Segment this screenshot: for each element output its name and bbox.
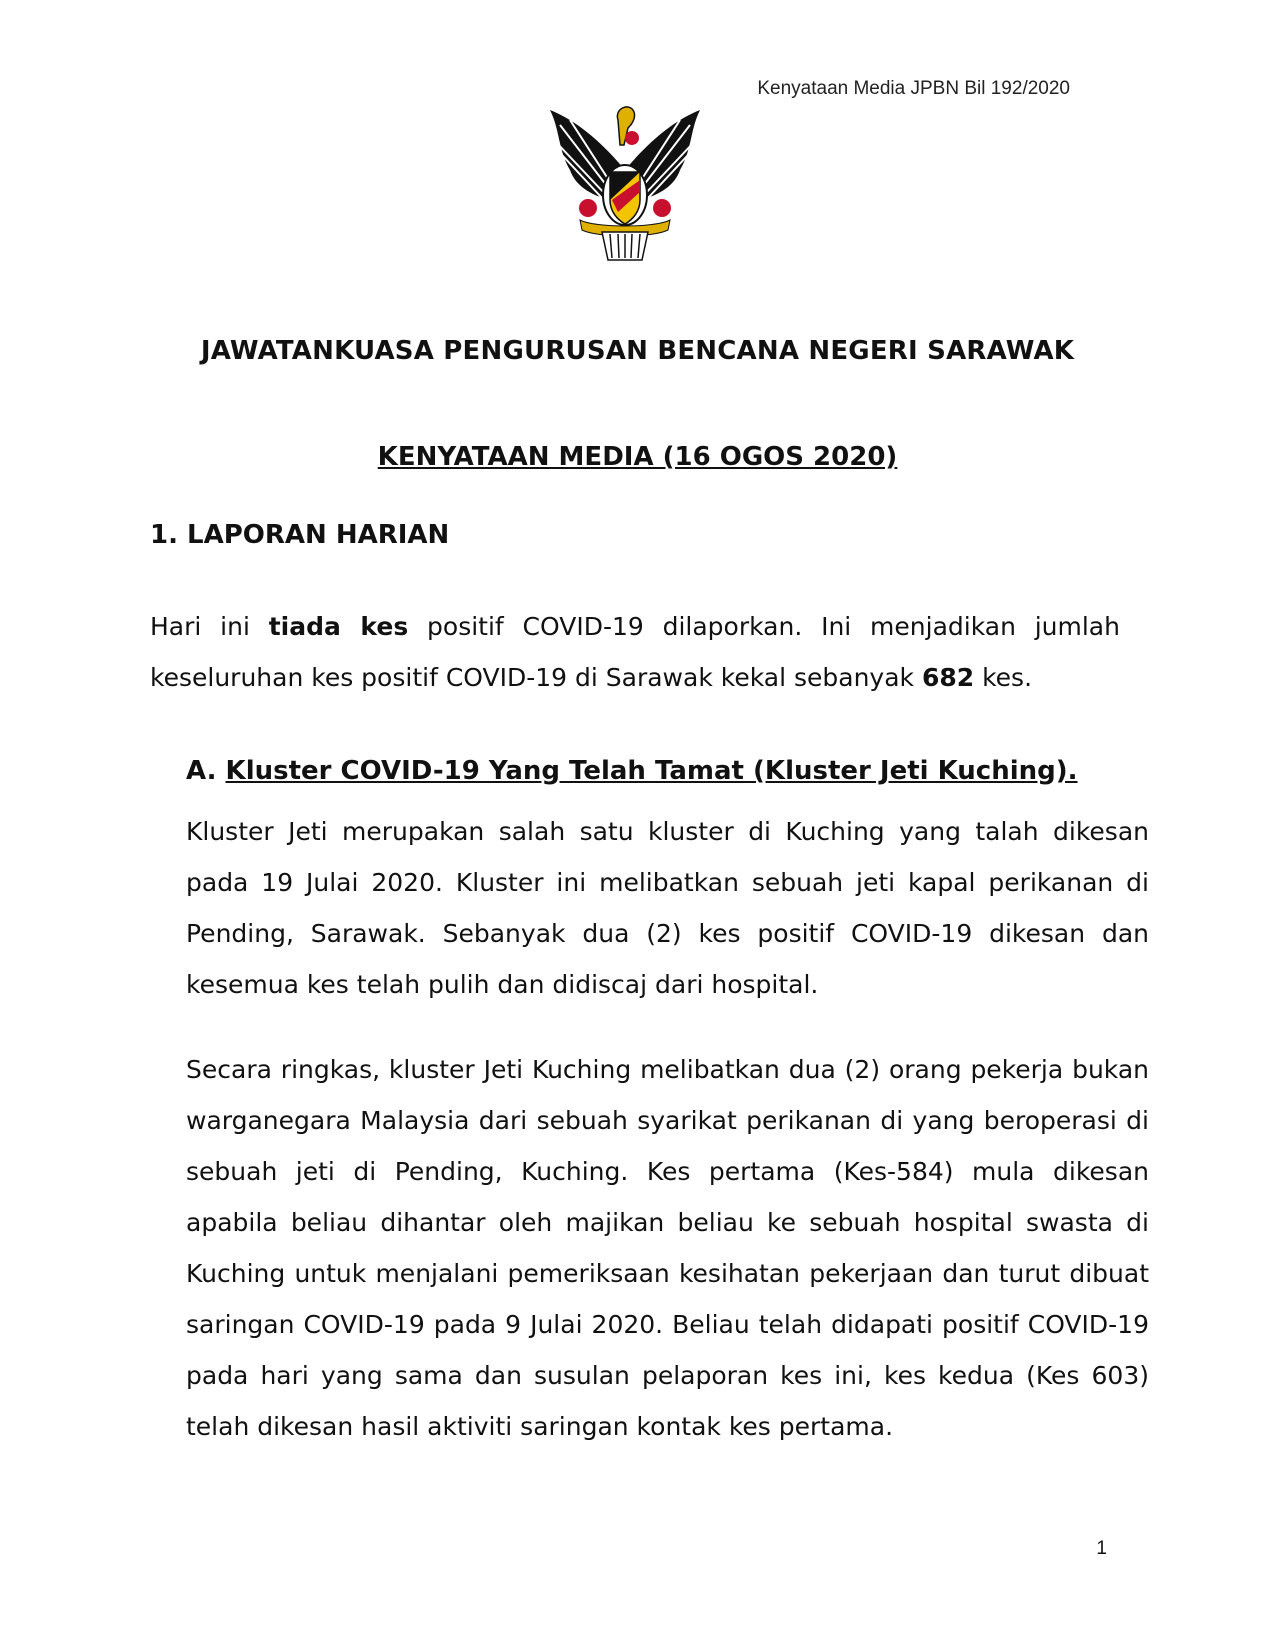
daily-report-paragraph: Hari ini tiada kes positif COVID-19 dilaporkan. Ini menjadikan jumlah keseluruhan kes positif COVID-19 di Sarawak kekal sebanyak 682 kes. <box>150 612 1120 692</box>
cluster-paragraph-1: Kluster Jeti merupakan salah satu kluster di Kuching yang talah dikesan pada 19 Julai 2020. Kluster ini melibatkan sebuah jeti kapal perikanan di Pending, Sarawak. Sebanyak dua (2) kes positif COVID-19 dikesan dan kesemua kes telah pulih dan didiscaj dari hospital. <box>186 817 1149 999</box>
subsection-title: Kluster COVID-19 Yang Telah Tamat (Kluster Jeti Kuching). <box>225 756 1078 786</box>
page-number: 1 <box>1096 1538 1107 1559</box>
statement-title: KENYATAAN MEDIA (16 OGOS 2020) <box>377 442 898 472</box>
section-heading: 1. LAPORAN HARIAN <box>150 520 450 550</box>
subsection-label: A. <box>186 756 217 786</box>
cluster-paragraph-2: Secara ringkas, kluster Jeti Kuching melibatkan dua (2) orang pekerja bukan warganegara Malaysia dari sebuah syarikat perikanan di yang beroperasi di sebuah jeti di Pending, Kuching. Kes pertama (Kes-584) mula dikesan apabila beliau dihantar oleh majikan beliau ke sebuah hospital swasta di Kuching untuk menjalani pemeriksaan kesihatan pekerjaan dan turut dibuat saringan COVID-19 pada 9 Julai 2020. Beliau telah didapati positif COVID-19 pada hari yang sama dan susulan pelaporan kes ini, kes kedua (Kes 603) telah dikesan hasil aktiviti saringan kontak kes pertama. <box>186 1055 1149 1441</box>
subsection-heading <box>186 756 1078 786</box>
coat-of-arms-logo <box>540 100 710 270</box>
document-reference: Kenyataan Media JPBN Bil 192/2020 <box>757 78 1070 99</box>
organization-title: JAWATANKUASA PENGURUSAN BENCANA NEGERI SARAWAK <box>200 336 1075 366</box>
